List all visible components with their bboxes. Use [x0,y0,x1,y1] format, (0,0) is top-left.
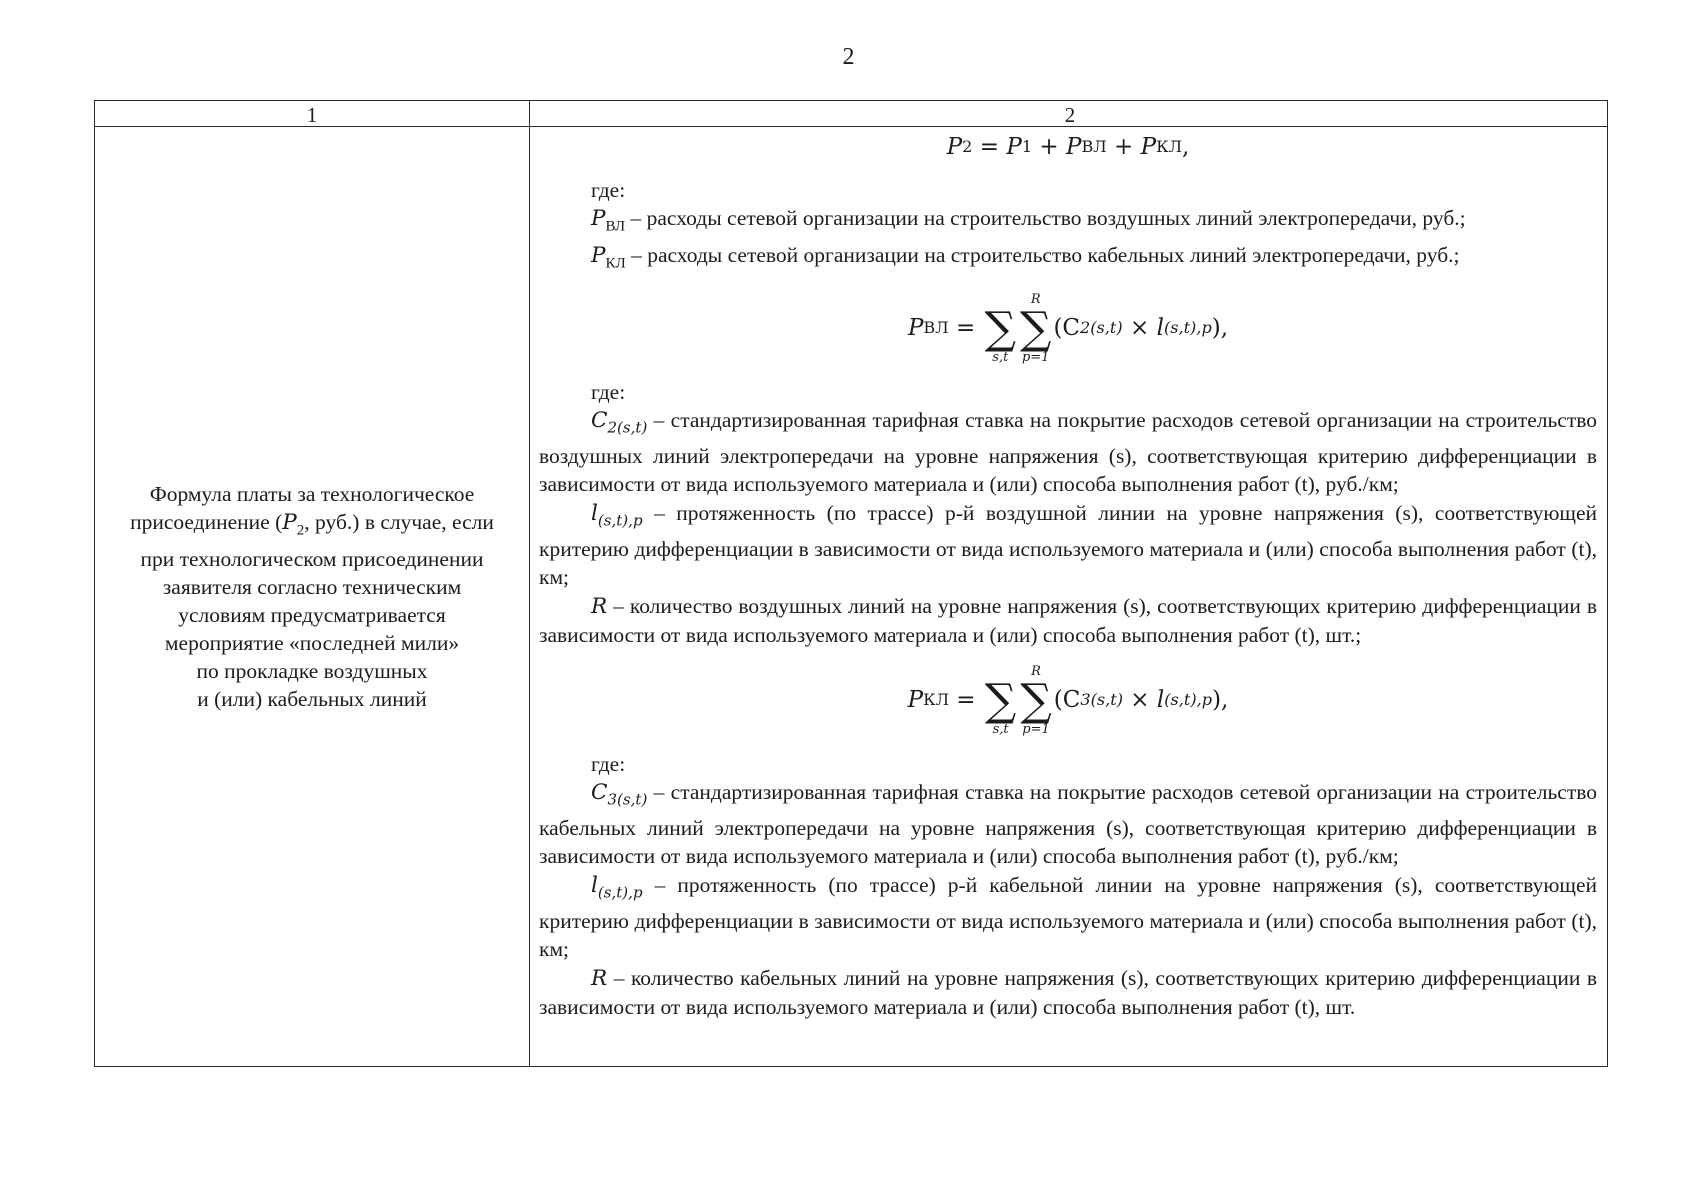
definition-l-kl: $l_{(s,t),p}$ – протяженность (по трассе) p-й кабельной линии на уровне напряжения (s), соответствующей критерию дифференциации в зависимости от вида используемого материала и (или) способа выполнения работ (t), км; [539,872,1597,962]
left-line: мероприятие «последней мили» [164,630,460,655]
definition-c3: $C_{3(s,t)}$ – стандартизированная тарифная ставка на покрытие расходов сетевой организации на строительство кабельных линий электропередачи на уровне напряжения (s), соответствующая критерию дифференциации в зависимости от вида используемого материала и (или) способа выполнения работ (t), руб./км; [539,780,1597,869]
formula-p-vl: P ВЛ = ∑ s,t R ∑ p=1 ( C 2(s,t) × l (s,t),p ), [907,291,1229,365]
definition-l-vl: $l_{(s,t),p}$ – протяженность (по трассе) p-й воздушной линии на уровне напряжения (s), соответствующей критерию дифференциации в зависимости от вида используемого материала и (или) способа выполнения работ (t), км; [539,500,1597,590]
formula-p-kl: P КЛ = ∑ s,t R ∑ p=1 ( C 3(s,t) × l (s,t),p ), [907,663,1229,737]
left-line: условиям предусматривается [178,602,446,627]
column-header-1: 1 [306,103,318,127]
sum-symbol: ∑ s,t [984,302,1017,365]
left-line: заявителя согласно техническим [162,574,462,599]
sum-symbol: R ∑ p=1 [1020,291,1052,365]
left-line: и (или) кабельных линий [197,686,427,711]
formula-table [94,100,1608,1067]
sum-symbol: R ∑ p=1 [1020,663,1052,737]
sum-symbol: ∑ s,t [984,674,1017,737]
page-number: 2 [842,44,855,70]
definition-r-kl: R – количество кабельных линий на уровне напряжения (s), соответствующих критерию дифференциации в зависимости от вида используемого материала и (или) способа выполнения работ (t), шт. [539,965,1597,1020]
left-line: по прокладке воздушных [196,658,428,683]
right-cell [539,127,1597,1022]
definition-p-kl: $P_{КЛ}$ – расходы сетевой организации на строительство кабельных линий электропередачи, руб.; [591,242,1460,272]
definition-c2: $C_{2(s,t)}$ – стандартизированная тарифная ставка на покрытие расходов сетевой организации на строительство воздушных линий электропередачи на уровне напряжения (s), соответствующая критерию дифференциации в зависимости от вида используемого материала и (или) способа выполнения работ (t), руб./км; [539,408,1597,497]
left-line: присоединение ($P_2$, руб.) в случае, если [130,510,494,539]
column-divider [529,101,530,1066]
left-cell [95,127,529,1066]
column-header-2: 2 [1064,103,1076,127]
definition-r-vl: R – количество воздушных линий на уровне напряжения (s), соответствующих критерию дифференциации в зависимости от вида используемого материала и (или) способа выполнения работ (t), шт.; [539,593,1597,648]
where-label: где: [591,177,626,202]
left-line: при технологическом присоединении [140,546,484,571]
left-cell-text [107,480,517,712]
where-label: где: [591,751,626,776]
left-line: Формула платы за технологическое [149,482,475,507]
definition-p-vl: $P_{ВЛ}$ – расходы сетевой организации на строительство воздушных линий электропередачи, руб.; [591,206,1466,235]
formula-p2: P 2 = P 1 + P ВЛ + P КЛ , [946,134,1190,160]
where-label: где: [591,379,626,404]
